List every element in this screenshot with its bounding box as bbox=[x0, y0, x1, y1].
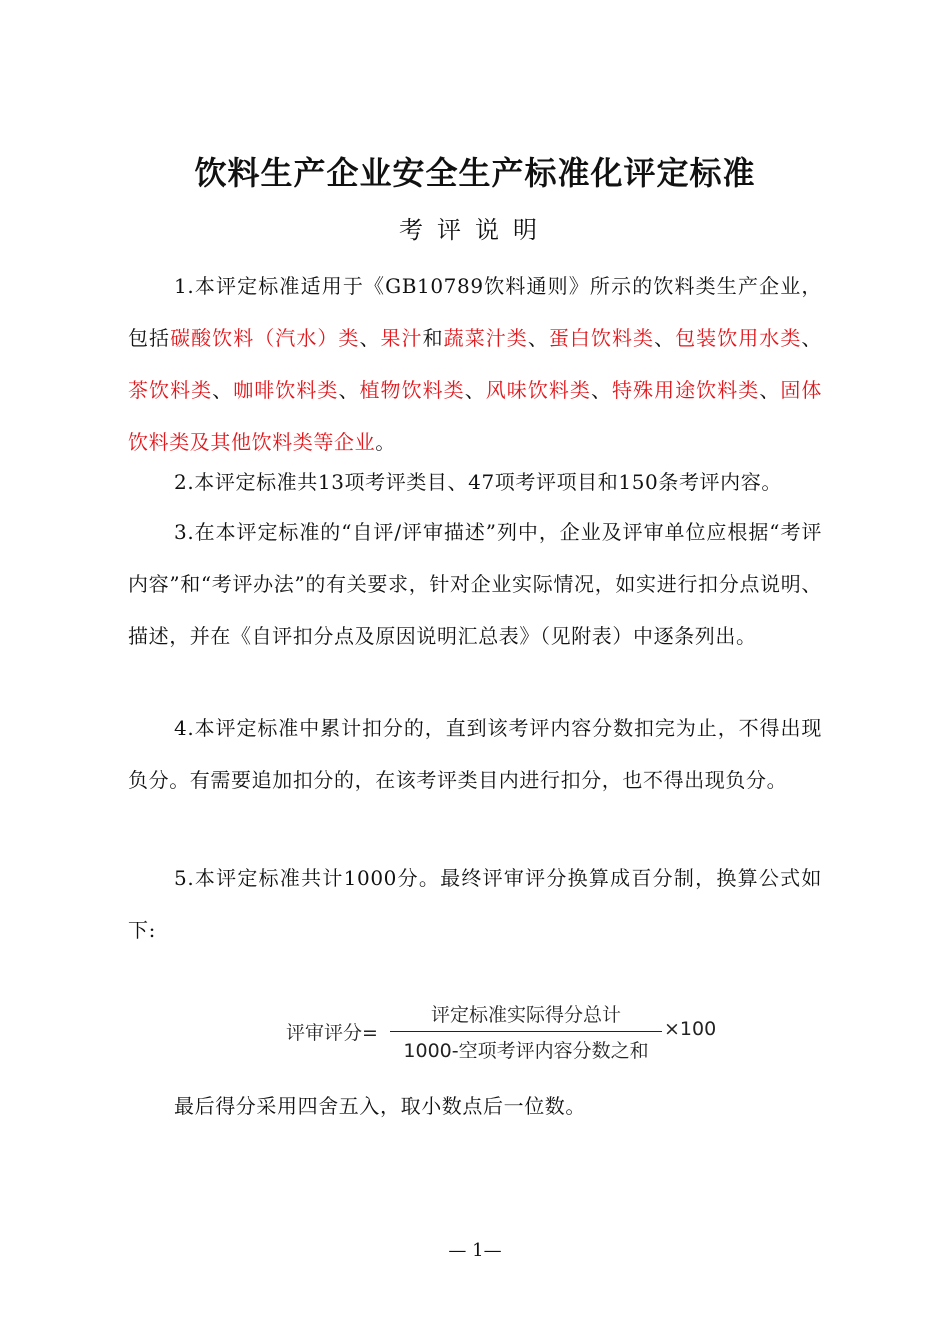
formula-multiplier: ×100 bbox=[664, 1018, 717, 1040]
paragraph-4: 4.本评定标准中累计扣分的，直到该考评内容分数扣完为止，不得出现负分。有需要追加扣分的，在该考评类目内进行扣分，也不得出现负分。 bbox=[128, 716, 822, 792]
highlight-plant: 植物饮料类 bbox=[359, 378, 465, 402]
paragraph-1 bbox=[128, 260, 822, 468]
highlight-carbonated: 碳酸饮料（汽水）类 bbox=[170, 326, 360, 350]
highlight-water: 包装饮用水类 bbox=[675, 326, 802, 350]
highlight-flavor: 风味饮料类 bbox=[485, 378, 591, 402]
separator: 、 bbox=[759, 378, 781, 402]
section-subtitle: 考评说明 bbox=[399, 216, 551, 244]
formula-denominator: 1000-空项考评内容分数之和 bbox=[403, 1040, 649, 1062]
rounding-note: 最后得分采用四舍五入，取小数点后一位数。 bbox=[174, 1094, 586, 1118]
formula-lhs: 评审评分= bbox=[286, 1022, 378, 1044]
formula-fraction bbox=[390, 1000, 662, 1063]
paragraph-1-end: 。 bbox=[375, 430, 396, 454]
separator: 、 bbox=[527, 326, 549, 350]
paragraph-1-intro: 1.本评定标准适用于《GB10789饮料通则》所示的饮料类生产企业，包括 bbox=[128, 274, 822, 350]
score-formula bbox=[286, 1000, 726, 1070]
separator: 、 bbox=[338, 378, 360, 402]
highlight-solid-other: 固体饮料类及其他饮料类等企业 bbox=[128, 378, 823, 454]
paragraph-3: 3.在本评定标准的“自评/评审描述”列中，企业及评审单位应根据“考评内容”和“考评办法”的有关要求，针对企业实际情况，如实进行扣分点说明、描述，并在《自评扣分点及原因说明汇总表》（见附表）中逐条列出。 bbox=[128, 520, 822, 648]
highlight-vegetable-juice: 蔬菜汁类 bbox=[443, 326, 528, 350]
separator: 、 bbox=[359, 326, 381, 350]
separator: 、 bbox=[212, 378, 234, 402]
separator: 、 bbox=[464, 378, 486, 402]
highlight-tea: 茶饮料类 bbox=[128, 378, 213, 402]
separator: 和 bbox=[422, 326, 444, 350]
page-number: — 1— bbox=[448, 1240, 502, 1261]
separator: 、 bbox=[801, 326, 822, 350]
formula-numerator: 评定标准实际得分总计 bbox=[430, 1004, 621, 1026]
separator: 、 bbox=[654, 326, 676, 350]
page-title: 饮料生产企业安全生产标准化评定标准 bbox=[194, 154, 756, 192]
paragraph-2: 2.本评定标准共13项考评类目、47项考评项目和150条考评内容。 bbox=[174, 470, 782, 494]
highlight-special: 特殊用途饮料类 bbox=[612, 378, 760, 402]
separator: 、 bbox=[590, 378, 613, 402]
paragraph-5: 5.本评定标准共计1000分。最终评审评分换算成百分制，换算公式如下: bbox=[128, 866, 822, 942]
highlight-coffee: 咖啡饮料类 bbox=[233, 378, 339, 402]
highlight-protein: 蛋白饮料类 bbox=[548, 326, 655, 350]
highlight-juice: 果汁 bbox=[380, 326, 423, 350]
